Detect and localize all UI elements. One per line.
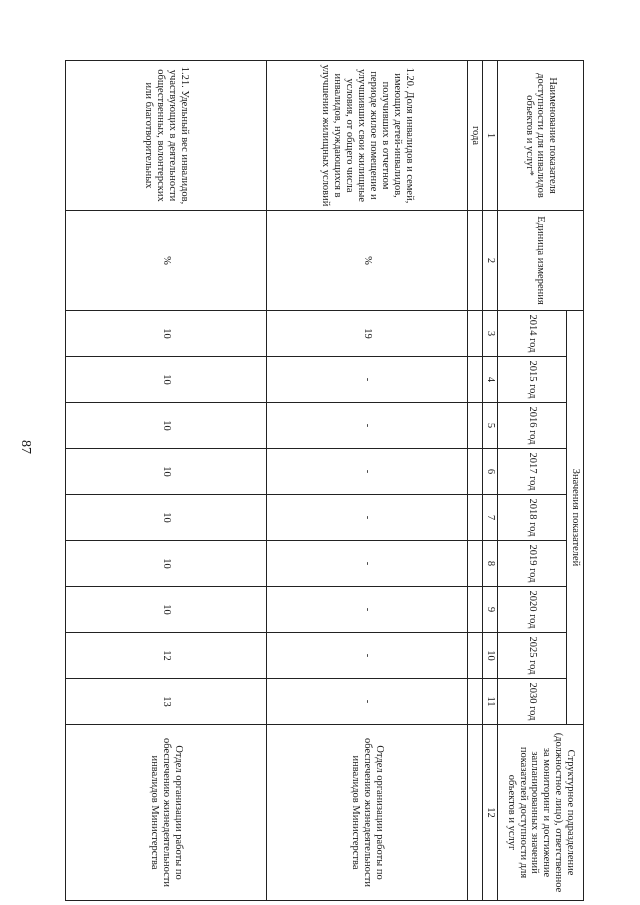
header-year: 2015 год [498,357,567,403]
value-cell: - [267,541,468,587]
value-cell: - [267,449,468,495]
empty-cell [468,495,483,541]
responsible-cell: Отдел организации работы по обеспечению жизнедеятельности инвалидов Министерства [66,725,267,901]
value-cell: 10 [66,541,267,587]
value-cell: - [267,633,468,679]
value-cell: 10 [66,357,267,403]
header-year: 2018 год [498,495,567,541]
empty-cell [468,311,483,357]
unit-cell: % [66,211,267,311]
header-year: 2014 год [498,311,567,357]
value-cell: 10 [66,495,267,541]
column-number: 9 [483,587,498,633]
column-number: 10 [483,633,498,679]
value-cell: 10 [66,449,267,495]
column-number: 8 [483,541,498,587]
header-year: 2016 год [498,403,567,449]
column-number: 5 [483,403,498,449]
column-number: 2 [483,211,498,311]
value-cell: - [267,587,468,633]
empty-cell [468,403,483,449]
column-number: 12 [483,725,498,901]
table-row [66,61,267,901]
indicator-name: 1.20. Доля инвалидов и семей, имеющих детей-инвалидов, получивших в отчетном периоде жилое помещение и улучшивших свои жилищные условия, от общего числа инвалидов, нуждающихся в улучшении жилищных условий [267,61,468,211]
header-indicator-name: Наименование показателя доступности для инвалидов объектов и услуг* [498,61,584,211]
carryover-text: года [468,61,483,211]
value-cell: 10 [66,403,267,449]
value-cell: 10 [66,311,267,357]
column-number: 6 [483,449,498,495]
indicators-table [65,60,584,901]
header-responsible: Структурное подразделение (должностное лицо), ответственное за мониторинг и достижение запланированных значений показателей доступности для объектов и услуг [498,725,584,901]
column-number: 4 [483,357,498,403]
header-year: 2025 год [498,633,567,679]
header-values-group: Значения показателей [567,311,584,725]
value-cell: 10 [66,587,267,633]
unit-cell: % [267,211,468,311]
header-year: 2020 год [498,587,567,633]
empty-cell [468,587,483,633]
value-cell: 19 [267,311,468,357]
rotated-page [44,60,584,900]
header-unit: Единица измерения [498,211,584,311]
empty-cell [468,449,483,495]
empty-cell [468,211,483,311]
header-year: 2030 год [498,679,567,725]
page-number: 87 [18,440,33,454]
column-number: 3 [483,311,498,357]
header-year: 2019 год [498,541,567,587]
responsible-cell: Отдел организации работы по обеспечению жизнедеятельности инвалидов Министерства [267,725,468,901]
value-cell: - [267,679,468,725]
empty-cell [468,725,483,901]
value-cell: - [267,357,468,403]
value-cell: 13 [66,679,267,725]
indicator-name: 1.21. Удельный вес инвалидов, участвующих в деятельности общественных, волонтерских или благотворительных [66,61,267,211]
empty-cell [468,679,483,725]
empty-cell [468,541,483,587]
column-number: 1 [483,61,498,211]
empty-cell [468,633,483,679]
header-year: 2017 год [498,449,567,495]
value-cell: 12 [66,633,267,679]
column-number: 11 [483,679,498,725]
value-cell: - [267,495,468,541]
value-cell: - [267,403,468,449]
column-number: 7 [483,495,498,541]
table-row [267,61,468,901]
empty-cell [468,357,483,403]
